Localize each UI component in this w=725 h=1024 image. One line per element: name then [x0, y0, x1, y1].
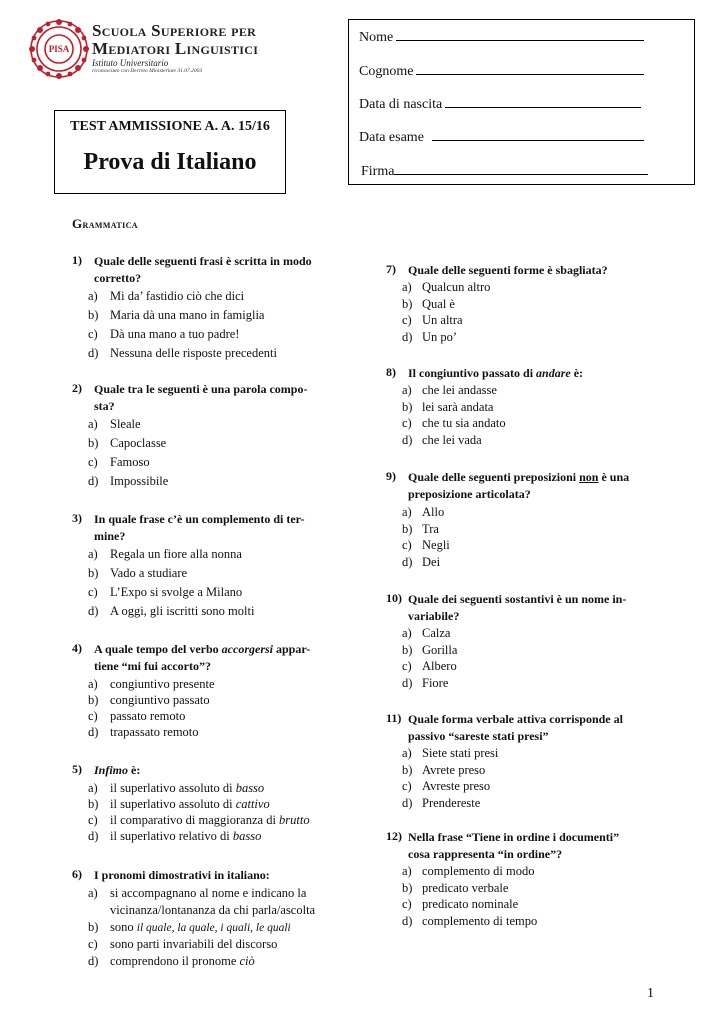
option-letter: d) — [402, 795, 413, 810]
question-line — [408, 469, 629, 486]
option-letter: d) — [88, 346, 99, 360]
school-subtitle: Istituto Universitario — [92, 58, 169, 68]
option-text: Famoso — [110, 455, 150, 469]
option-letter: a) — [88, 781, 98, 795]
option-letter: a) — [402, 505, 412, 519]
question-line: Quale tra le seguenti è una parola compo- — [94, 382, 308, 396]
option-text: che lei andasse — [422, 383, 497, 397]
question-text — [94, 381, 307, 415]
option-text: Maria dà una mano in famiglia — [110, 308, 265, 322]
option-letter: d) — [402, 329, 413, 344]
data-nascita-label: Data di nascita — [359, 97, 443, 112]
question-italic-word: Infimo — [94, 763, 129, 777]
option-italic-word: ciò — [239, 954, 255, 968]
data-esame-line — [432, 129, 644, 141]
question-number: 9) — [386, 469, 396, 483]
option-letter: b) — [88, 436, 99, 450]
option-letter: d) — [88, 604, 99, 618]
option-italic-word: brutto — [279, 813, 310, 827]
question-line: cosa rappresenta “in ordine”? — [408, 847, 563, 861]
question-line: mine? — [94, 529, 126, 543]
question-1 — [72, 253, 352, 363]
question-text — [94, 511, 305, 545]
option-text: Regala un fiore alla nonna — [110, 547, 242, 561]
option-letter: d) — [88, 474, 99, 488]
option-text: Dei — [422, 554, 441, 569]
question-text — [408, 591, 626, 625]
test-header: TEST AMMISSIONE A. A. 15/16 — [70, 119, 270, 134]
question-12 — [386, 829, 686, 933]
option-text: che tu sia andato — [422, 416, 506, 430]
question-text-part: A quale tempo del verbo — [94, 642, 222, 656]
page-number: 1 — [647, 986, 654, 1001]
option-text — [110, 780, 264, 797]
option-text: Un altra — [422, 313, 463, 327]
question-text-part: è una — [598, 470, 630, 484]
question-underlined-word: non — [579, 470, 599, 484]
option-text: Qualcun altro — [422, 280, 491, 294]
option-text: Mi da’ fastidio ciò che dici — [110, 289, 245, 303]
option-letter: a) — [402, 746, 412, 760]
option-text: Allo — [422, 505, 445, 519]
option-letter: a) — [88, 289, 98, 303]
nome-line — [396, 29, 644, 41]
option-text: Un po’ — [422, 329, 458, 344]
option-text — [110, 919, 291, 937]
question-text-part: è: — [128, 763, 141, 777]
option-letter: c) — [88, 937, 98, 951]
option-letter: b) — [402, 880, 413, 895]
option-text: Fiore — [422, 675, 449, 690]
student-info-box — [348, 19, 695, 185]
option-text: Avrete preso — [422, 762, 486, 777]
option-letter: a) — [402, 383, 412, 397]
option-text — [110, 828, 261, 845]
question-number: 7) — [386, 262, 396, 276]
school-name-line2: Mediatori Linguistici — [92, 39, 259, 58]
question-line: preposizione articolata? — [408, 487, 531, 501]
question-number: 1) — [72, 253, 82, 267]
question-text-part: appar- — [273, 642, 311, 656]
option-letter: b) — [402, 399, 413, 414]
option-text — [110, 953, 255, 970]
option-letter: c) — [402, 897, 412, 911]
question-line: tiene “mi fui accorto”? — [94, 659, 211, 673]
question-11 — [386, 711, 686, 815]
option-letter: c) — [88, 813, 98, 827]
firma-label: Firma — [361, 164, 395, 179]
option-text-part: il superlativo assoluto di — [110, 781, 236, 795]
data-nascita-field[interactable] — [359, 96, 641, 113]
question-6 — [72, 867, 362, 977]
option-italic-word: cattivo — [235, 797, 270, 811]
question-8 — [386, 365, 676, 451]
option-text: congiuntivo passato — [110, 693, 210, 707]
question-italic-word: accorgersi — [221, 642, 273, 656]
data-esame-field[interactable] — [359, 129, 644, 146]
option-italic-word: basso — [232, 829, 262, 843]
option-text-part: comprendono il pronome — [110, 954, 240, 968]
option-text: Siete stati presi — [422, 746, 499, 760]
option-letter: a) — [88, 417, 98, 431]
question-number: 6) — [72, 867, 82, 881]
school-decree: riconosciuto con Decreto Ministeriale 31.07.2003 — [92, 68, 203, 74]
option-text: passato remoto — [110, 709, 186, 723]
option-letter: b) — [88, 308, 99, 322]
question-line: sta? — [94, 399, 115, 413]
option-text: vicinanza/lontananza da chi parla/ascolta — [110, 903, 316, 917]
question-text: Quale delle seguenti forme è sbagliata? — [408, 263, 608, 277]
option-text: Gorilla — [422, 642, 458, 657]
question-text — [94, 641, 310, 675]
question-number: 5) — [72, 762, 82, 776]
option-text: si accompagnano al nome e indicano la — [110, 886, 307, 900]
option-text: L’Expo si svolge a Milano — [110, 585, 243, 599]
option-text: Vado a studiare — [110, 566, 188, 580]
question-text — [408, 711, 623, 745]
option-text: predicato nominale — [422, 897, 519, 911]
option-letter: b) — [402, 642, 413, 657]
option-italic-word: basso — [235, 781, 265, 795]
question-number: 8) — [386, 365, 396, 379]
option-text-part: il superlativo assoluto di — [110, 797, 236, 811]
option-letter: a) — [88, 677, 98, 691]
school-name — [92, 22, 258, 58]
question-text — [408, 469, 629, 503]
option-text-part: il superlativo relativo di — [110, 829, 233, 843]
option-text: A oggi, gli iscritti sono molti — [110, 604, 255, 618]
option-text: Albero — [422, 659, 457, 673]
option-text-part: il comparativo di maggioranza di — [110, 813, 280, 827]
option-text: Sleale — [110, 417, 141, 431]
option-text: che lei vada — [422, 432, 482, 447]
option-letter: d) — [402, 913, 413, 928]
question-text — [408, 365, 583, 382]
option-letter: c) — [402, 313, 412, 327]
test-box — [54, 110, 286, 194]
question-text-part: Il congiuntivo passato di — [408, 366, 537, 380]
question-text — [94, 762, 140, 779]
question-7 — [386, 262, 676, 348]
option-text: Qual è — [422, 296, 455, 311]
option-text: Tra — [422, 521, 439, 536]
option-letter: d) — [88, 954, 99, 968]
option-letter: a) — [402, 280, 412, 294]
option-letter: d) — [402, 432, 413, 447]
question-line: passivo “sareste stati presi” — [408, 729, 549, 743]
option-letter: d) — [402, 675, 413, 690]
option-letter: d) — [402, 554, 413, 569]
option-text: congiuntivo presente — [110, 677, 215, 691]
question-number: 10) — [386, 591, 402, 605]
option-text — [110, 812, 310, 829]
option-letter: b) — [88, 693, 99, 707]
option-text: Capoclasse — [110, 436, 167, 450]
nome-field[interactable] — [359, 29, 644, 46]
cognome-line — [416, 63, 644, 75]
question-9 — [386, 469, 686, 573]
school-name-line1: Scuola Superiore per — [92, 21, 257, 40]
option-text: lei sarà andata — [422, 399, 494, 414]
option-letter: d) — [88, 725, 99, 739]
question-3 — [72, 511, 352, 621]
option-text: complemento di modo — [422, 864, 535, 878]
section-title-rest: rammatica — [82, 219, 138, 231]
question-line: Quale forma verbale attiva corrisponde al — [408, 712, 623, 726]
option-text: Impossibile — [110, 474, 169, 488]
question-number: 11) — [386, 711, 402, 725]
option-letter: c) — [88, 455, 98, 469]
option-text: Prendereste — [422, 795, 481, 810]
question-text — [408, 829, 619, 863]
option-letter: c) — [88, 327, 98, 341]
cognome-field[interactable] — [359, 63, 644, 80]
question-line: Quale dei seguenti sostantivi è un nome in- — [408, 592, 627, 606]
option-text-part: sono — [110, 920, 137, 934]
question-text — [94, 253, 312, 287]
option-letter: c) — [402, 538, 412, 552]
section-title — [72, 216, 138, 232]
option-letter: d) — [88, 829, 99, 843]
question-5 — [72, 762, 352, 848]
seal-icon — [28, 18, 90, 80]
section-title-initial: G — [72, 216, 83, 231]
seal-text: PISA — [48, 44, 70, 54]
question-text: I pronomi dimostrativi in italiano: — [94, 868, 270, 882]
cognome-label: Cognome — [359, 64, 414, 79]
question-number: 3) — [72, 511, 82, 525]
question-10 — [386, 591, 686, 695]
option-letter: b) — [402, 762, 413, 777]
option-letter: b) — [402, 296, 413, 311]
option-letter: a) — [402, 626, 412, 640]
question-2 — [72, 381, 352, 491]
option-letter: a) — [402, 864, 412, 878]
option-letter: a) — [88, 547, 98, 561]
question-4 — [72, 641, 352, 751]
question-line: In quale frase c’è un complemento di ter- — [94, 512, 305, 526]
option-letter: c) — [88, 709, 98, 723]
question-line — [94, 641, 310, 658]
question-line: variabile? — [408, 609, 460, 623]
test-title: Prova di Italiano — [83, 149, 257, 175]
option-text: complemento di tempo — [422, 913, 538, 928]
option-italic-word: il quale, la quale, i quali, le quali — [136, 922, 291, 934]
firma-field[interactable] — [361, 163, 648, 180]
school-logo — [28, 18, 288, 90]
option-letter: c) — [402, 779, 412, 793]
question-text-part: è: — [570, 366, 584, 380]
option-text: Negli — [422, 538, 450, 552]
option-letter: b) — [88, 797, 99, 811]
option-letter: a) — [88, 886, 98, 900]
option-text: predicato verbale — [422, 880, 509, 895]
question-line: Nella frase “Tiene in ordine i documenti” — [408, 830, 620, 844]
option-letter: b) — [88, 566, 99, 580]
option-letter: c) — [88, 585, 98, 599]
option-letter: b) — [402, 521, 413, 536]
option-letter: c) — [402, 659, 412, 673]
nome-label: Nome — [359, 30, 394, 45]
option-text: sono parti invariabili del discorso — [110, 937, 278, 951]
option-text: Nessuna delle risposte precedenti — [110, 346, 277, 360]
firma-line — [394, 163, 648, 175]
question-number: 2) — [72, 381, 82, 395]
option-text: Calza — [422, 626, 451, 640]
option-letter: c) — [402, 416, 412, 430]
option-text: Avreste preso — [422, 779, 491, 793]
question-italic-word: andare — [536, 366, 571, 380]
question-number: 4) — [72, 641, 82, 655]
question-number: 12) — [386, 829, 402, 843]
data-nascita-line — [445, 96, 641, 108]
question-text-part: Quale delle seguenti preposizioni — [408, 470, 580, 484]
question-line: Quale delle seguenti frasi è scritta in modo — [94, 254, 312, 268]
option-text: trapassato remoto — [110, 725, 199, 739]
option-letter: b) — [88, 920, 99, 934]
data-esame-label: Data esame — [359, 130, 424, 145]
option-text — [110, 796, 270, 813]
question-line: corretto? — [94, 271, 142, 285]
option-text: Dà una mano a tuo padre! — [110, 327, 240, 341]
